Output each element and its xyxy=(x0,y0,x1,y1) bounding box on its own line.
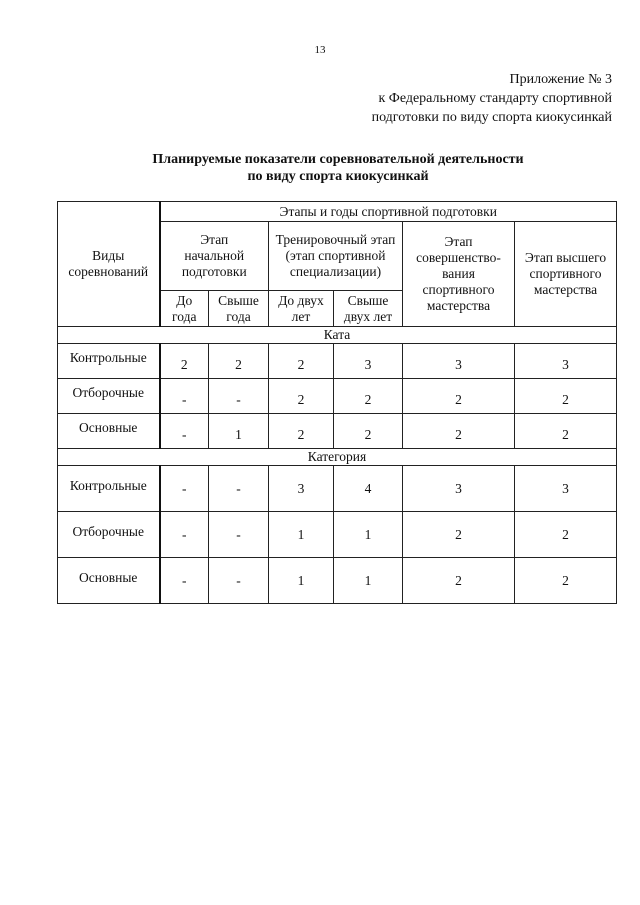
header-competition-types xyxy=(58,202,160,327)
table-cell: 1 xyxy=(334,512,403,558)
header-stage-initial-text: Этап начальной подготовки xyxy=(181,232,247,279)
table-cell: 1 xyxy=(269,558,334,604)
table-cell: 3 xyxy=(403,344,515,379)
table-cell: 3 xyxy=(515,466,617,512)
table-cell: 3 xyxy=(269,466,334,512)
header-sub-initial-1-text: До года xyxy=(172,292,197,324)
table-cell: 1 xyxy=(334,558,403,604)
indicators-table-wrapper xyxy=(57,201,617,604)
header-stage-training xyxy=(269,222,403,291)
table-cell: 2 xyxy=(269,344,334,379)
table-cell: - xyxy=(160,558,209,604)
table-cell: 2 xyxy=(403,414,515,449)
appendix-line-1: Приложение № 3 xyxy=(509,72,612,87)
row-label: Контрольные xyxy=(58,344,160,379)
header-sub-training-1-text: До двух лет xyxy=(278,292,324,324)
table-cell: - xyxy=(209,558,269,604)
table-cell: 2 xyxy=(160,344,209,379)
table-cell: 2 xyxy=(209,344,269,379)
appendix-line-3: подготовки по виду спорта киокусинкай xyxy=(371,110,612,125)
table-cell: 2 xyxy=(269,379,334,414)
table-cell: 3 xyxy=(515,344,617,379)
table-row xyxy=(58,379,617,414)
table-cell: 3 xyxy=(334,344,403,379)
section-title: Ката xyxy=(58,327,617,344)
appendix-block xyxy=(372,70,612,127)
header-stage-higher-text: Этап высшего спортивного мастерства xyxy=(524,250,607,297)
header-sub-initial-1 xyxy=(160,291,209,327)
header-sub-initial-2 xyxy=(209,291,269,327)
table-cell: 2 xyxy=(269,414,334,449)
table-cell: 2 xyxy=(403,512,515,558)
header-stage-training-text: Тренировочный этап (этап спортивной специализации) xyxy=(275,232,396,279)
table-cell: 3 xyxy=(403,466,515,512)
table-cell: 2 xyxy=(334,379,403,414)
document-title-line-1: Планируемые показатели соревновательной деятельности xyxy=(152,152,524,167)
table-row xyxy=(58,414,617,449)
section-row xyxy=(58,327,617,344)
table-row xyxy=(58,558,617,604)
header-sub-training-1 xyxy=(269,291,334,327)
document-title xyxy=(0,151,640,185)
header-sub-initial-2-text: Свыше года xyxy=(218,292,259,324)
indicators-table xyxy=(57,201,617,604)
table-cell: 1 xyxy=(269,512,334,558)
table-cell: - xyxy=(160,512,209,558)
appendix-line-2: к Федеральному стандарту спортивной xyxy=(378,91,612,106)
header-stage-improvement-text: Этап совершенство-вания спортивного мастерства xyxy=(416,234,501,313)
table-row xyxy=(58,344,617,379)
section-row xyxy=(58,449,617,466)
row-label: Основные xyxy=(58,414,160,449)
table-cell: 2 xyxy=(403,379,515,414)
table-cell: - xyxy=(160,414,209,449)
table-cell: - xyxy=(209,379,269,414)
row-label: Контрольные xyxy=(58,466,160,512)
header-stage-initial xyxy=(160,222,269,291)
table-row xyxy=(58,512,617,558)
page-number: 13 xyxy=(314,44,326,56)
header-stage-higher xyxy=(515,222,617,327)
table-row xyxy=(58,466,617,512)
table-cell: 2 xyxy=(515,379,617,414)
header-sub-training-2-text: Свыше двух лет xyxy=(343,292,393,324)
header-stage-improvement xyxy=(403,222,515,327)
table-cell: 4 xyxy=(334,466,403,512)
table-cell: 2 xyxy=(403,558,515,604)
table-cell: - xyxy=(209,466,269,512)
header-stages: Этапы и годы спортивной подготовки xyxy=(160,202,617,222)
section-title: Категория xyxy=(58,449,617,466)
table-cell: 2 xyxy=(334,414,403,449)
row-label: Отборочные xyxy=(58,379,160,414)
table-cell: - xyxy=(209,512,269,558)
row-label: Основные xyxy=(58,558,160,604)
table-cell: 2 xyxy=(515,414,617,449)
table-cell: 1 xyxy=(209,414,269,449)
document-title-line-2: по виду спорта киокусинкай xyxy=(247,169,429,184)
row-label: Отборочные xyxy=(58,512,160,558)
table-cell: 2 xyxy=(515,558,617,604)
table-cell: 2 xyxy=(515,512,617,558)
header-competition-types-text: Виды соревнований xyxy=(68,248,149,279)
header-sub-training-2 xyxy=(334,291,403,327)
table-cell: - xyxy=(160,466,209,512)
table-cell: - xyxy=(160,379,209,414)
